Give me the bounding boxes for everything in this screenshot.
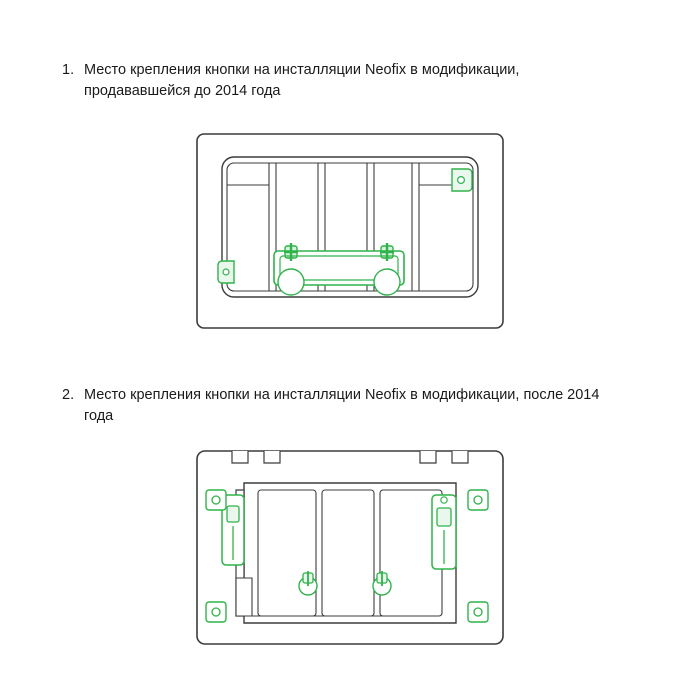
instruction-item-2 [62, 385, 604, 427]
neofix-post-2014-diagram [196, 450, 504, 645]
instruction-item-1 [62, 60, 604, 102]
item-text-1: Место крепления кнопки на инсталляции Neofix в модификации, продававшейся до 2014 года [84, 62, 520, 99]
neofix-pre-2014-diagram [196, 133, 504, 329]
item-number-2: 2. [62, 387, 75, 403]
item-number-1: 1. [62, 62, 75, 78]
item-text-2: Место крепления кнопки на инсталляции Neofix в модификации, после 2014 года [84, 387, 600, 424]
